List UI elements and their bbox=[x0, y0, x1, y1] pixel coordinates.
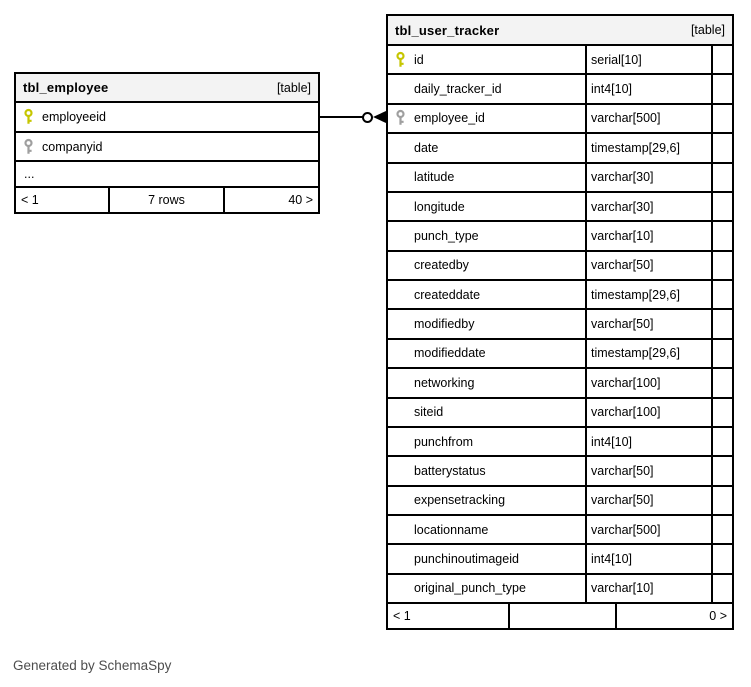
column-spacer bbox=[711, 340, 732, 367]
column-name bbox=[388, 399, 585, 426]
column-name-label: batterystatus bbox=[414, 463, 486, 478]
column-row bbox=[388, 310, 732, 339]
column-name bbox=[388, 46, 585, 73]
column-name-label: expensetracking bbox=[414, 493, 506, 508]
column-spacer bbox=[711, 193, 732, 220]
column-row bbox=[388, 164, 732, 193]
column-row bbox=[388, 193, 732, 222]
column-name-label: original_punch_type bbox=[414, 581, 526, 596]
column-spacer bbox=[711, 281, 732, 308]
column-type: varchar[10] bbox=[585, 222, 711, 249]
column-type: timestamp[29,6] bbox=[585, 340, 711, 367]
column-type: varchar[50] bbox=[585, 487, 711, 514]
column-name bbox=[16, 103, 318, 131]
pager-next[interactable]: 40 > bbox=[223, 188, 318, 212]
column-name bbox=[388, 487, 585, 514]
column-spacer bbox=[711, 75, 732, 102]
column-row bbox=[388, 399, 732, 428]
column-name-label: id bbox=[414, 52, 424, 67]
column-type: serial[10] bbox=[585, 46, 711, 73]
column-name-label: longitude bbox=[414, 199, 465, 214]
column-name bbox=[388, 281, 585, 308]
column-name bbox=[16, 133, 318, 160]
column-spacer bbox=[711, 46, 732, 73]
column-row bbox=[388, 457, 732, 486]
column-type: varchar[500] bbox=[585, 105, 711, 132]
column-name bbox=[16, 162, 318, 186]
column-name-label: latitude bbox=[414, 170, 455, 185]
relationship-line bbox=[320, 116, 364, 118]
column-row bbox=[388, 369, 732, 398]
primary-key-icon bbox=[395, 51, 406, 68]
column-row bbox=[388, 252, 732, 281]
column-row bbox=[388, 487, 732, 516]
column-name-label: companyid bbox=[42, 139, 103, 154]
column-spacer bbox=[711, 222, 732, 249]
column-name-label: modifiedby bbox=[414, 317, 475, 332]
column-name-label: locationname bbox=[414, 522, 489, 537]
column-name bbox=[388, 516, 585, 543]
column-type: varchar[30] bbox=[585, 164, 711, 191]
column-name bbox=[388, 310, 585, 337]
column-name bbox=[388, 134, 585, 161]
column-row bbox=[388, 545, 732, 574]
column-name bbox=[388, 252, 585, 279]
column-spacer bbox=[711, 545, 732, 572]
column-name bbox=[388, 164, 585, 191]
row-count-label: 7 rows bbox=[108, 188, 223, 212]
column-name bbox=[388, 105, 585, 132]
row-count-label bbox=[508, 604, 615, 628]
column-name-label: ... bbox=[24, 167, 35, 181]
relationship-arrowhead-icon bbox=[373, 111, 386, 123]
pager-prev[interactable]: < 1 bbox=[393, 609, 411, 623]
generated-by-caption: Generated by SchemaSpy bbox=[13, 658, 172, 673]
column-row bbox=[388, 575, 732, 602]
column-type: int4[10] bbox=[585, 428, 711, 455]
column-name-label: siteid bbox=[414, 405, 444, 420]
column-name-label: date bbox=[414, 140, 439, 155]
column-spacer bbox=[711, 252, 732, 279]
column-spacer bbox=[711, 164, 732, 191]
column-name-label: modifieddate bbox=[414, 346, 486, 361]
column-name bbox=[388, 193, 585, 220]
column-type: varchar[50] bbox=[585, 252, 711, 279]
column-spacer bbox=[711, 516, 732, 543]
column-row bbox=[388, 281, 732, 310]
column-type: varchar[50] bbox=[585, 457, 711, 484]
column-name-label: punch_type bbox=[414, 228, 479, 243]
pager-next[interactable]: 0 > bbox=[615, 604, 732, 628]
column-row bbox=[16, 103, 318, 133]
relationship-circle-icon bbox=[362, 112, 373, 123]
column-name bbox=[388, 222, 585, 249]
column-row bbox=[388, 428, 732, 457]
foreign-key-icon bbox=[395, 110, 406, 127]
column-type: timestamp[29,6] bbox=[585, 134, 711, 161]
column-type: varchar[50] bbox=[585, 310, 711, 337]
column-row bbox=[388, 105, 732, 134]
column-type: varchar[10] bbox=[585, 575, 711, 602]
column-name bbox=[388, 369, 585, 396]
column-row bbox=[388, 46, 732, 75]
column-spacer bbox=[711, 428, 732, 455]
column-row bbox=[388, 516, 732, 545]
column-name bbox=[388, 457, 585, 484]
column-name bbox=[388, 75, 585, 102]
table-tbl-employee[interactable] bbox=[14, 72, 320, 214]
column-spacer bbox=[711, 487, 732, 514]
column-type: timestamp[29,6] bbox=[585, 281, 711, 308]
column-name-label: networking bbox=[414, 375, 475, 390]
column-name-label: employee_id bbox=[414, 111, 485, 126]
table-title: tbl_user_tracker bbox=[395, 22, 500, 38]
column-spacer bbox=[711, 457, 732, 484]
column-type: varchar[30] bbox=[585, 193, 711, 220]
column-name bbox=[388, 428, 585, 455]
column-spacer bbox=[711, 369, 732, 396]
column-type: int4[10] bbox=[585, 545, 711, 572]
table-footer bbox=[388, 602, 732, 628]
column-type: varchar[500] bbox=[585, 516, 711, 543]
column-name bbox=[388, 545, 585, 572]
table-tbl-user-tracker[interactable] bbox=[386, 14, 734, 630]
column-name-label: punchinoutimageid bbox=[414, 552, 519, 567]
column-spacer bbox=[711, 575, 732, 602]
column-row bbox=[388, 134, 732, 163]
table-title: tbl_employee bbox=[23, 80, 109, 95]
column-row bbox=[16, 133, 318, 162]
pager-prev[interactable]: < 1 bbox=[21, 193, 39, 207]
column-name-label: employeeid bbox=[42, 110, 106, 124]
table-type-badge: [table] bbox=[276, 80, 311, 95]
table-footer bbox=[16, 186, 318, 212]
column-name bbox=[388, 575, 585, 602]
column-name bbox=[388, 340, 585, 367]
column-type: int4[10] bbox=[585, 75, 711, 102]
column-name-label: createdby bbox=[414, 258, 469, 273]
column-row bbox=[388, 75, 732, 104]
column-row bbox=[388, 340, 732, 369]
column-name-label: daily_tracker_id bbox=[414, 82, 502, 97]
column-spacer bbox=[711, 134, 732, 161]
table-column-list bbox=[16, 103, 318, 186]
column-spacer bbox=[711, 399, 732, 426]
table-header[interactable] bbox=[388, 16, 732, 46]
foreign-key-icon bbox=[23, 138, 34, 155]
column-type: varchar[100] bbox=[585, 399, 711, 426]
column-row bbox=[388, 222, 732, 251]
table-header[interactable] bbox=[16, 74, 318, 103]
column-name-label: createddate bbox=[414, 287, 481, 302]
more-columns-row bbox=[16, 162, 318, 186]
primary-key-icon bbox=[23, 109, 34, 126]
column-type: varchar[100] bbox=[585, 369, 711, 396]
column-spacer bbox=[711, 105, 732, 132]
column-name-label: punchfrom bbox=[414, 434, 474, 449]
table-column-list bbox=[388, 46, 732, 602]
table-type-badge: [table] bbox=[690, 23, 725, 37]
column-spacer bbox=[711, 310, 732, 337]
